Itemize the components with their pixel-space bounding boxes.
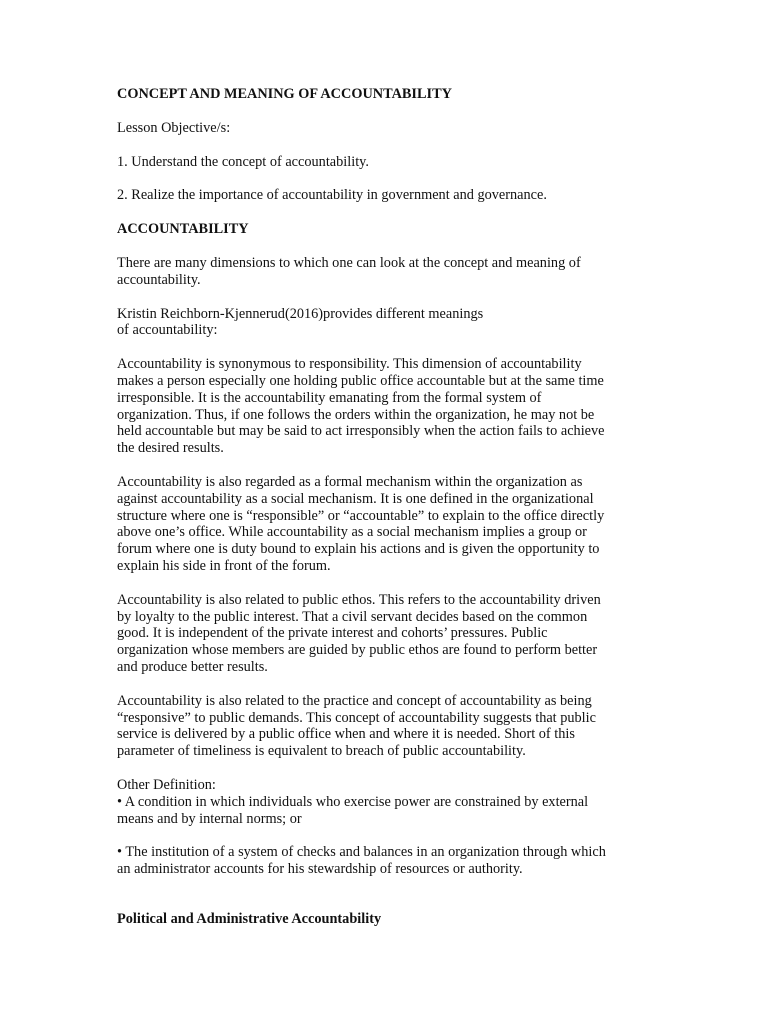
other-definition-label: Other Definition: — [117, 776, 216, 793]
document-page — [117, 86, 657, 928]
intro-paragraph: There are many dimensions to which one can look at the concept and meaning of accountability. — [117, 254, 581, 288]
objective-1: 1. Understand the concept of accountability. — [117, 153, 369, 170]
objectives-label: Lesson Objective/s: — [117, 119, 231, 136]
paragraph-responsibility: Accountability is synonymous to responsibility. This dimension of accountability makes a person especially one holding public office accountable but at the same time irresponsible. It is the accountability emanating from the formal system of organization. Thus, if one follows the orders within the organization, he may not be held accountable but may be said to act irresponsibly when the action fails to achieve the desired results. — [117, 356, 605, 457]
bullet-item-1: • A condition in which individuals who exercise power are constrained by external means and by internal norms; or — [117, 793, 589, 827]
paragraph-public-ethos: Accountability is also related to public ethos. This refers to the accountability driven by loyalty to the public interest. That a civil servant decides based on the common good. It is independent of the private interest and cohorts’ pressures. Public organization whose members are guided by public ethos are found to perform better and produce better results. — [117, 591, 601, 675]
paragraph-formal-mechanism: Accountability is also regarded as a formal mechanism within the organization as against accountability as a social mechanism. It is one defined in the organizational structure where one is “responsible” or “accountable” to explain to the office directly above one’s office. While accountability as a social mechanism implies a group or forum where one is duty bound to explain his actions and is given the opportunity to explain his side in front of the forum. — [117, 473, 605, 574]
paragraph-responsive: Accountability is also related to the practice and concept of accountability as being “responsive” to public demands. This concept of accountability suggests that public service is delivered by a public office when and where it is needed. Short of this parameter of timeliness is equivalent to breach of public accountability. — [117, 692, 596, 760]
subsection-heading: Political and Administrative Accountability — [117, 910, 382, 927]
bullet-item-2: • The institution of a system of checks and balances in an organization through which an administrator accounts for his stewardship of resources or authority. — [117, 844, 606, 878]
objective-2: 2. Realize the importance of accountability in government and governance. — [117, 187, 547, 204]
citation-paragraph: Kristin Reichborn-Kjennerud(2016)provides different meanings of accountability: — [117, 305, 484, 339]
document-title: CONCEPT AND MEANING OF ACCOUNTABILITY — [117, 86, 452, 102]
section-heading: ACCOUNTABILITY — [117, 221, 249, 238]
